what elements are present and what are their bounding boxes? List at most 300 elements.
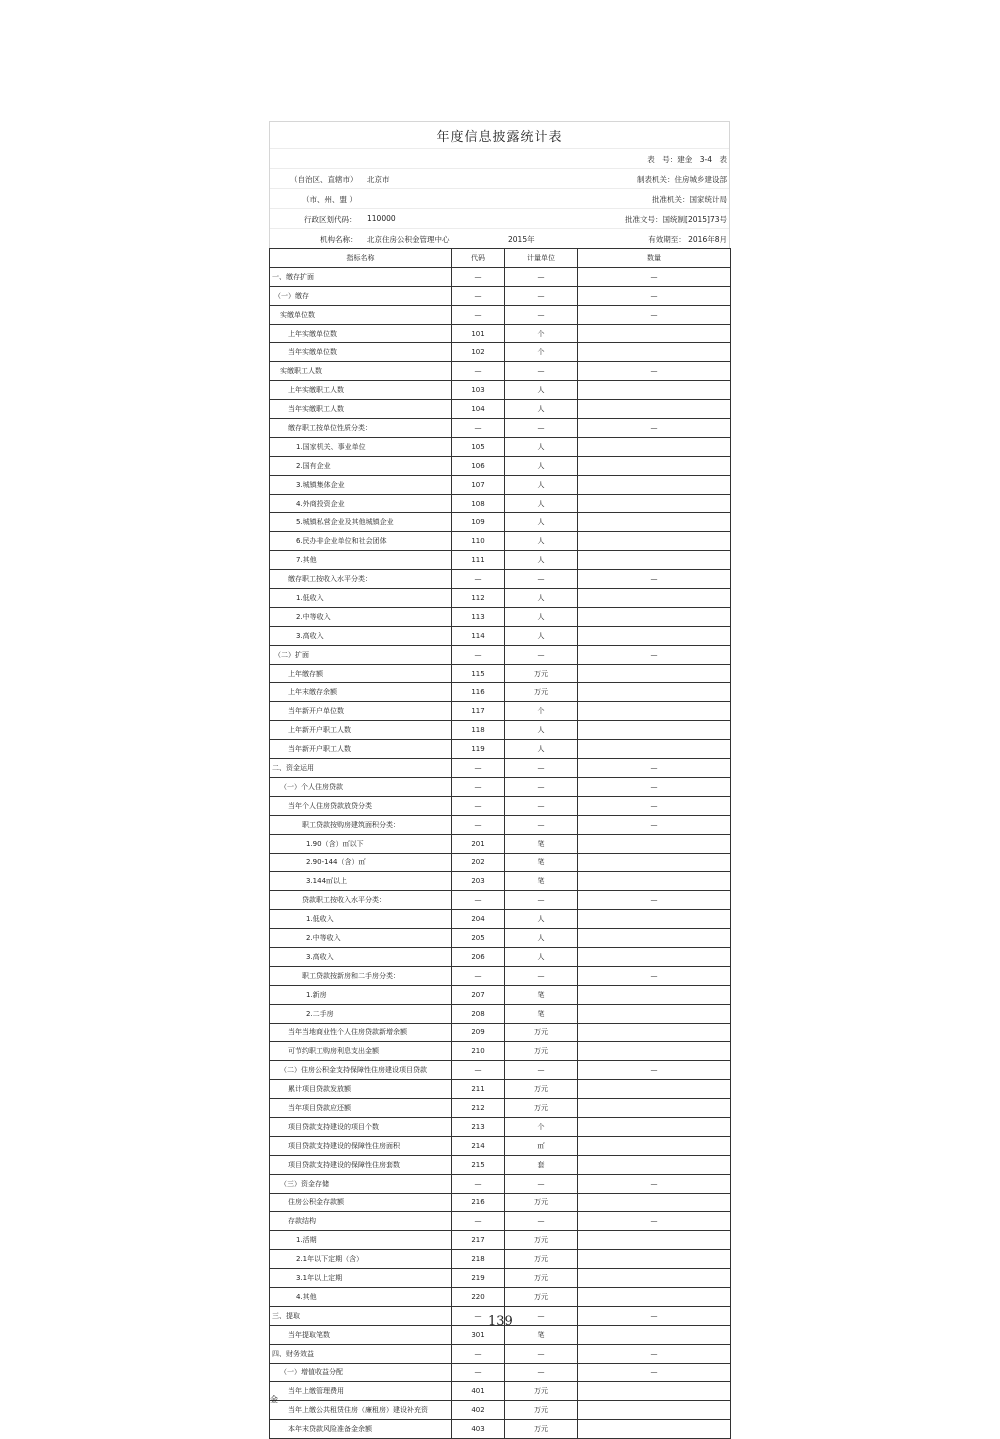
row-unit-cell: 笔 xyxy=(505,1004,578,1023)
row-qty-cell xyxy=(578,589,731,608)
row-unit-cell: 人 xyxy=(505,721,578,740)
table-row xyxy=(270,1401,731,1420)
row-name-cell: 4.其他 xyxy=(270,1287,452,1306)
table-row xyxy=(270,626,731,645)
table-row xyxy=(270,1174,731,1193)
row-name-cell: 当年实缴职工人数 xyxy=(270,400,452,419)
row-qty-cell xyxy=(578,1155,731,1174)
table-row xyxy=(270,853,731,872)
row-unit-cell: 万元 xyxy=(505,1382,578,1401)
row-qty-cell: — xyxy=(578,286,731,305)
table-row xyxy=(270,589,731,608)
table-row xyxy=(270,475,731,494)
row-name-cell: 2.中等收入 xyxy=(270,929,452,948)
table-row xyxy=(270,645,731,664)
row-name-cell: 2.90-144（含）㎡ xyxy=(270,853,452,872)
table-row xyxy=(270,324,731,343)
row-code-cell: 401 xyxy=(452,1382,505,1401)
table-row xyxy=(270,1136,731,1155)
row-unit-cell: — xyxy=(505,286,578,305)
row-unit-cell: 万元 xyxy=(505,1080,578,1099)
table-row xyxy=(270,1382,731,1401)
org-label: 机构名称： xyxy=(320,235,358,244)
row-unit-cell: 个 xyxy=(505,1117,578,1136)
row-code-cell: 218 xyxy=(452,1250,505,1269)
org-name: 北京住房公积金管理中心 xyxy=(367,235,450,244)
row-unit-cell: 人 xyxy=(505,551,578,570)
row-code-cell: 208 xyxy=(452,1004,505,1023)
table-row xyxy=(270,1269,731,1288)
table-row xyxy=(270,570,731,589)
row-qty-cell xyxy=(578,456,731,475)
row-qty-cell: — xyxy=(578,1212,731,1231)
row-name-cell: 四、财务效益 xyxy=(270,1344,452,1363)
row-unit-cell: 笔 xyxy=(505,985,578,1004)
row-qty-cell: — xyxy=(578,1061,731,1080)
table-row xyxy=(270,513,731,532)
row-unit-cell: 套 xyxy=(505,1155,578,1174)
row-unit-cell: 人 xyxy=(505,456,578,475)
row-qty-cell xyxy=(578,607,731,626)
meta-row-form xyxy=(270,148,729,168)
row-name-cell: 1.低收入 xyxy=(270,589,452,608)
row-qty-cell xyxy=(578,929,731,948)
table-row xyxy=(270,683,731,702)
row-name-cell: 当年项目贷款应还额 xyxy=(270,1099,452,1118)
row-name-cell: 贷款职工按收入水平分类： xyxy=(270,891,452,910)
row-name-cell: 1.活期 xyxy=(270,1231,452,1250)
row-unit-cell: 个 xyxy=(505,343,578,362)
row-unit-cell: — xyxy=(505,267,578,286)
row-name-cell: 存款结构 xyxy=(270,1212,452,1231)
row-qty-cell xyxy=(578,1080,731,1099)
row-qty-cell: — xyxy=(578,267,731,286)
row-qty-cell xyxy=(578,1099,731,1118)
row-qty-cell: — xyxy=(578,796,731,815)
row-name-cell: 5.城镇私营企业及其他城镇企业 xyxy=(270,513,452,532)
row-qty-cell: — xyxy=(578,645,731,664)
row-name-cell: 项目贷款支持建设的保障性住房套数 xyxy=(270,1155,452,1174)
row-qty-cell xyxy=(578,1231,731,1250)
meta-row-org xyxy=(270,228,729,248)
row-name-cell: 1.国家机关、事业单位 xyxy=(270,437,452,456)
row-unit-cell: — xyxy=(505,966,578,985)
row-qty-cell xyxy=(578,1325,731,1344)
row-qty-cell xyxy=(578,872,731,891)
row-qty-cell: — xyxy=(578,362,731,381)
row-code-cell: 102 xyxy=(452,343,505,362)
row-unit-cell: 万元 xyxy=(505,1231,578,1250)
row-name-cell: 当年个人住房贷款放贷分类 xyxy=(270,796,452,815)
row-unit-cell: 万元 xyxy=(505,664,578,683)
row-unit-cell: ㎡ xyxy=(505,1136,578,1155)
table-body xyxy=(270,267,731,1438)
row-unit-cell: 万元 xyxy=(505,1193,578,1212)
row-qty-cell: — xyxy=(578,570,731,589)
table-row xyxy=(270,286,731,305)
row-qty-cell xyxy=(578,532,731,551)
row-name-cell: 上年末缴存余额 xyxy=(270,683,452,702)
row-qty-cell xyxy=(578,1042,731,1061)
row-name-cell: 实缴单位数 xyxy=(270,305,452,324)
row-unit-cell: 万元 xyxy=(505,1420,578,1439)
row-unit-cell: — xyxy=(505,1363,578,1382)
table-row xyxy=(270,947,731,966)
row-code-cell: 209 xyxy=(452,1023,505,1042)
page-number: 139 xyxy=(488,1314,513,1329)
table-row xyxy=(270,456,731,475)
row-qty-cell xyxy=(578,1287,731,1306)
row-code-cell: 301 xyxy=(452,1325,505,1344)
row-name-cell: 3.144㎡以上 xyxy=(270,872,452,891)
table-row xyxy=(270,400,731,419)
row-qty-cell xyxy=(578,910,731,929)
row-code-cell: 202 xyxy=(452,853,505,872)
row-qty-cell xyxy=(578,683,731,702)
row-name-cell: 本年末贷款风险准备金余额 xyxy=(270,1420,452,1439)
table-row xyxy=(270,985,731,1004)
row-name-cell: 缴存职工按收入水平分类： xyxy=(270,570,452,589)
row-qty-cell: — xyxy=(578,419,731,438)
row-qty-cell xyxy=(578,475,731,494)
table-row xyxy=(270,381,731,400)
row-code-cell: — xyxy=(452,1344,505,1363)
row-name-cell: 7.其他 xyxy=(270,551,452,570)
table-row xyxy=(270,929,731,948)
row-code-cell: 217 xyxy=(452,1231,505,1250)
row-qty-cell: — xyxy=(578,1306,731,1325)
row-unit-cell: 个 xyxy=(505,702,578,721)
table-row xyxy=(270,872,731,891)
row-code-cell: 215 xyxy=(452,1155,505,1174)
row-name-cell: （二）住房公积金支持保障性住房建设项目贷款 xyxy=(270,1061,452,1080)
row-name-cell: 1.新房 xyxy=(270,985,452,1004)
row-code-cell: — xyxy=(452,1061,505,1080)
row-qty-cell xyxy=(578,1117,731,1136)
row-unit-cell: — xyxy=(505,815,578,834)
table-row xyxy=(270,1080,731,1099)
row-code-cell: 204 xyxy=(452,910,505,929)
row-code-cell: — xyxy=(452,267,505,286)
table-row xyxy=(270,1231,731,1250)
stray-character: 金 xyxy=(270,1395,278,1404)
row-unit-cell: — xyxy=(505,1212,578,1231)
row-qty-cell: — xyxy=(578,815,731,834)
row-qty-cell xyxy=(578,1250,731,1269)
row-unit-cell: 人 xyxy=(505,910,578,929)
row-unit-cell: 人 xyxy=(505,626,578,645)
row-qty-cell xyxy=(578,1269,731,1288)
row-unit-cell: — xyxy=(505,796,578,815)
row-name-cell: 上年新开户职工人数 xyxy=(270,721,452,740)
row-code-cell: — xyxy=(452,305,505,324)
row-qty-cell xyxy=(578,1420,731,1439)
table-row xyxy=(270,343,731,362)
row-qty-cell xyxy=(578,721,731,740)
row-code-cell: 103 xyxy=(452,381,505,400)
row-code-cell: — xyxy=(452,286,505,305)
table-row xyxy=(270,1117,731,1136)
row-qty-cell xyxy=(578,1401,731,1420)
row-code-cell: — xyxy=(452,966,505,985)
row-code-cell: 117 xyxy=(452,702,505,721)
col-header-code: 代码 xyxy=(452,249,505,268)
table-row xyxy=(270,419,731,438)
table-row xyxy=(270,1155,731,1174)
row-code-cell: 101 xyxy=(452,324,505,343)
row-name-cell: 缴存职工按单位性质分类： xyxy=(270,419,452,438)
indicator-table xyxy=(269,248,731,1439)
row-unit-cell: — xyxy=(505,305,578,324)
row-name-cell: 当年新开户职工人数 xyxy=(270,740,452,759)
row-code-cell: — xyxy=(452,419,505,438)
row-qty-cell xyxy=(578,626,731,645)
row-unit-cell: 人 xyxy=(505,532,578,551)
col-header-name: 指标名称 xyxy=(270,249,452,268)
row-qty-cell xyxy=(578,1136,731,1155)
row-code-cell: 118 xyxy=(452,721,505,740)
row-qty-cell: — xyxy=(578,777,731,796)
row-unit-cell: 万元 xyxy=(505,1269,578,1288)
city-label: （市、州、盟 ） xyxy=(302,195,357,204)
row-qty-cell: — xyxy=(578,891,731,910)
table-row xyxy=(270,1420,731,1439)
row-code-cell: 210 xyxy=(452,1042,505,1061)
row-code-cell: 111 xyxy=(452,551,505,570)
row-code-cell: — xyxy=(452,1306,505,1325)
row-unit-cell: 万元 xyxy=(505,1099,578,1118)
row-unit-cell: — xyxy=(505,1306,578,1325)
sheet-meta xyxy=(269,148,730,248)
row-unit-cell: 人 xyxy=(505,381,578,400)
row-code-cell: 119 xyxy=(452,740,505,759)
row-qty-cell xyxy=(578,551,731,570)
row-unit-cell: — xyxy=(505,362,578,381)
row-code-cell: 107 xyxy=(452,475,505,494)
row-qty-cell xyxy=(578,947,731,966)
issuer: 制表机关：住房城乡建设部 xyxy=(637,175,727,184)
row-code-cell: — xyxy=(452,362,505,381)
table-row xyxy=(270,796,731,815)
row-name-cell: 职工贷款按购房建筑面积分类： xyxy=(270,815,452,834)
row-code-cell: 106 xyxy=(452,456,505,475)
table-row xyxy=(270,834,731,853)
row-qty-cell: — xyxy=(578,759,731,778)
row-name-cell: （三）资金存储 xyxy=(270,1174,452,1193)
row-unit-cell: 人 xyxy=(505,947,578,966)
row-qty-cell xyxy=(578,494,731,513)
row-code-cell: 115 xyxy=(452,664,505,683)
statistics-sheet xyxy=(269,121,730,1439)
row-unit-cell: 万元 xyxy=(505,1250,578,1269)
row-name-cell: 上年实缴单位数 xyxy=(270,324,452,343)
row-code-cell: — xyxy=(452,815,505,834)
row-unit-cell: — xyxy=(505,777,578,796)
row-name-cell: 6.民办非企业单位和社会团体 xyxy=(270,532,452,551)
table-row xyxy=(270,815,731,834)
row-qty-cell xyxy=(578,740,731,759)
table-row xyxy=(270,267,731,286)
table-row xyxy=(270,1099,731,1118)
row-qty-cell: — xyxy=(578,1363,731,1382)
row-code-cell: — xyxy=(452,570,505,589)
col-header-unit: 计量单位 xyxy=(505,249,578,268)
row-code-cell: 112 xyxy=(452,589,505,608)
row-code-cell: — xyxy=(452,645,505,664)
row-name-cell: 2.二手房 xyxy=(270,1004,452,1023)
table-row xyxy=(270,1287,731,1306)
row-code-cell: 220 xyxy=(452,1287,505,1306)
region-code-label: 行政区划代码： xyxy=(304,215,357,224)
row-qty-cell xyxy=(578,1382,731,1401)
row-name-cell: 上年缴存额 xyxy=(270,664,452,683)
table-row xyxy=(270,1193,731,1212)
row-name-cell: 可节约职工购房利息支出金额 xyxy=(270,1042,452,1061)
row-code-cell: 203 xyxy=(452,872,505,891)
row-unit-cell: 人 xyxy=(505,929,578,948)
row-name-cell: 住房公积金存款额 xyxy=(270,1193,452,1212)
row-code-cell: 402 xyxy=(452,1401,505,1420)
row-name-cell: 项目贷款支持建设的项目个数 xyxy=(270,1117,452,1136)
table-row xyxy=(270,1023,731,1042)
province-label: （自治区、直辖市） xyxy=(290,175,358,184)
row-unit-cell: 人 xyxy=(505,475,578,494)
row-name-cell: 2.中等收入 xyxy=(270,607,452,626)
row-name-cell: 1.低收入 xyxy=(270,910,452,929)
row-name-cell: 累计项目贷款发放额 xyxy=(270,1080,452,1099)
row-unit-cell: 人 xyxy=(505,589,578,608)
table-row xyxy=(270,305,731,324)
col-header-qty: 数量 xyxy=(578,249,731,268)
table-row xyxy=(270,1344,731,1363)
row-unit-cell: — xyxy=(505,759,578,778)
row-name-cell: 2.1年以下定期（含） xyxy=(270,1250,452,1269)
row-name-cell: 2.国有企业 xyxy=(270,456,452,475)
row-name-cell: （一）个人住房贷款 xyxy=(270,777,452,796)
table-row xyxy=(270,740,731,759)
row-qty-cell xyxy=(578,664,731,683)
row-unit-cell: — xyxy=(505,1061,578,1080)
row-code-cell: 214 xyxy=(452,1136,505,1155)
table-header-row xyxy=(270,249,731,268)
table-row xyxy=(270,664,731,683)
row-name-cell: 当年新开户单位数 xyxy=(270,702,452,721)
row-code-cell: 213 xyxy=(452,1117,505,1136)
row-code-cell: 104 xyxy=(452,400,505,419)
row-code-cell: 113 xyxy=(452,607,505,626)
row-unit-cell: — xyxy=(505,1344,578,1363)
row-name-cell: 当年当地商业性个人住房贷款新增余额 xyxy=(270,1023,452,1042)
row-code-cell: — xyxy=(452,1174,505,1193)
table-row xyxy=(270,721,731,740)
row-qty-cell: — xyxy=(578,305,731,324)
row-qty-cell xyxy=(578,985,731,1004)
row-code-cell: 212 xyxy=(452,1099,505,1118)
row-unit-cell: 个 xyxy=(505,324,578,343)
row-unit-cell: — xyxy=(505,1174,578,1193)
table-row xyxy=(270,437,731,456)
row-name-cell: 当年实缴单位数 xyxy=(270,343,452,362)
row-code-cell: — xyxy=(452,777,505,796)
row-name-cell: 3.高收入 xyxy=(270,626,452,645)
row-code-cell: 216 xyxy=(452,1193,505,1212)
row-qty-cell xyxy=(578,324,731,343)
table-row xyxy=(270,532,731,551)
row-name-cell: 当年提取笔数 xyxy=(270,1325,452,1344)
table-row xyxy=(270,891,731,910)
row-qty-cell xyxy=(578,1023,731,1042)
valid-until: 有效期至： 2016年8月 xyxy=(648,235,727,244)
row-qty-cell xyxy=(578,400,731,419)
row-unit-cell: 人 xyxy=(505,494,578,513)
row-code-cell: 105 xyxy=(452,437,505,456)
row-code-cell: 205 xyxy=(452,929,505,948)
table-row xyxy=(270,1212,731,1231)
meta-row-region xyxy=(270,208,729,228)
province-value: 北京市 xyxy=(367,175,390,184)
row-name-cell: 当年上缴公共租赁住房（廉租房）建设补充资 xyxy=(270,1401,452,1420)
row-code-cell: — xyxy=(452,1363,505,1382)
row-unit-cell: 笔 xyxy=(505,834,578,853)
meta-row-province xyxy=(270,168,729,188)
row-qty-cell xyxy=(578,1193,731,1212)
row-code-cell: — xyxy=(452,796,505,815)
row-unit-cell: 人 xyxy=(505,513,578,532)
row-unit-cell: — xyxy=(505,645,578,664)
row-code-cell: 201 xyxy=(452,834,505,853)
form-number: 表 号：建金 3-4 表 xyxy=(647,155,727,164)
row-qty-cell: — xyxy=(578,1174,731,1193)
row-name-cell: 3.1年以上定期 xyxy=(270,1269,452,1288)
table-row xyxy=(270,1061,731,1080)
row-name-cell: 当年上缴管理费用 xyxy=(270,1382,452,1401)
table-row xyxy=(270,1363,731,1382)
row-name-cell: 3.高收入 xyxy=(270,947,452,966)
row-code-cell: 403 xyxy=(452,1420,505,1439)
table-row xyxy=(270,607,731,626)
row-code-cell: 211 xyxy=(452,1080,505,1099)
row-code-cell: 219 xyxy=(452,1269,505,1288)
table-row xyxy=(270,759,731,778)
row-code-cell: — xyxy=(452,891,505,910)
sheet-title: 年度信息披露统计表 xyxy=(269,121,730,148)
table-row xyxy=(270,362,731,381)
table-row xyxy=(270,702,731,721)
row-name-cell: 3.城镇集体企业 xyxy=(270,475,452,494)
row-unit-cell: 人 xyxy=(505,607,578,626)
row-name-cell: （一）缴存 xyxy=(270,286,452,305)
row-name-cell: 4.外商投资企业 xyxy=(270,494,452,513)
row-qty-cell xyxy=(578,381,731,400)
table-row xyxy=(270,910,731,929)
table-row xyxy=(270,1004,731,1023)
region-code: 110000 xyxy=(367,214,396,223)
row-unit-cell: 人 xyxy=(505,437,578,456)
row-unit-cell: 万元 xyxy=(505,1287,578,1306)
row-code-cell: 110 xyxy=(452,532,505,551)
row-qty-cell xyxy=(578,437,731,456)
row-qty-cell xyxy=(578,1004,731,1023)
table-row xyxy=(270,966,731,985)
row-name-cell: 实缴职工人数 xyxy=(270,362,452,381)
row-code-cell: 116 xyxy=(452,683,505,702)
row-code-cell: — xyxy=(452,1212,505,1231)
row-qty-cell xyxy=(578,702,731,721)
approval-doc: 批准文号：国统制[2015]73号 xyxy=(625,215,727,224)
approver: 批准机关：国家统计局 xyxy=(652,195,727,204)
row-unit-cell: — xyxy=(505,570,578,589)
row-qty-cell xyxy=(578,853,731,872)
